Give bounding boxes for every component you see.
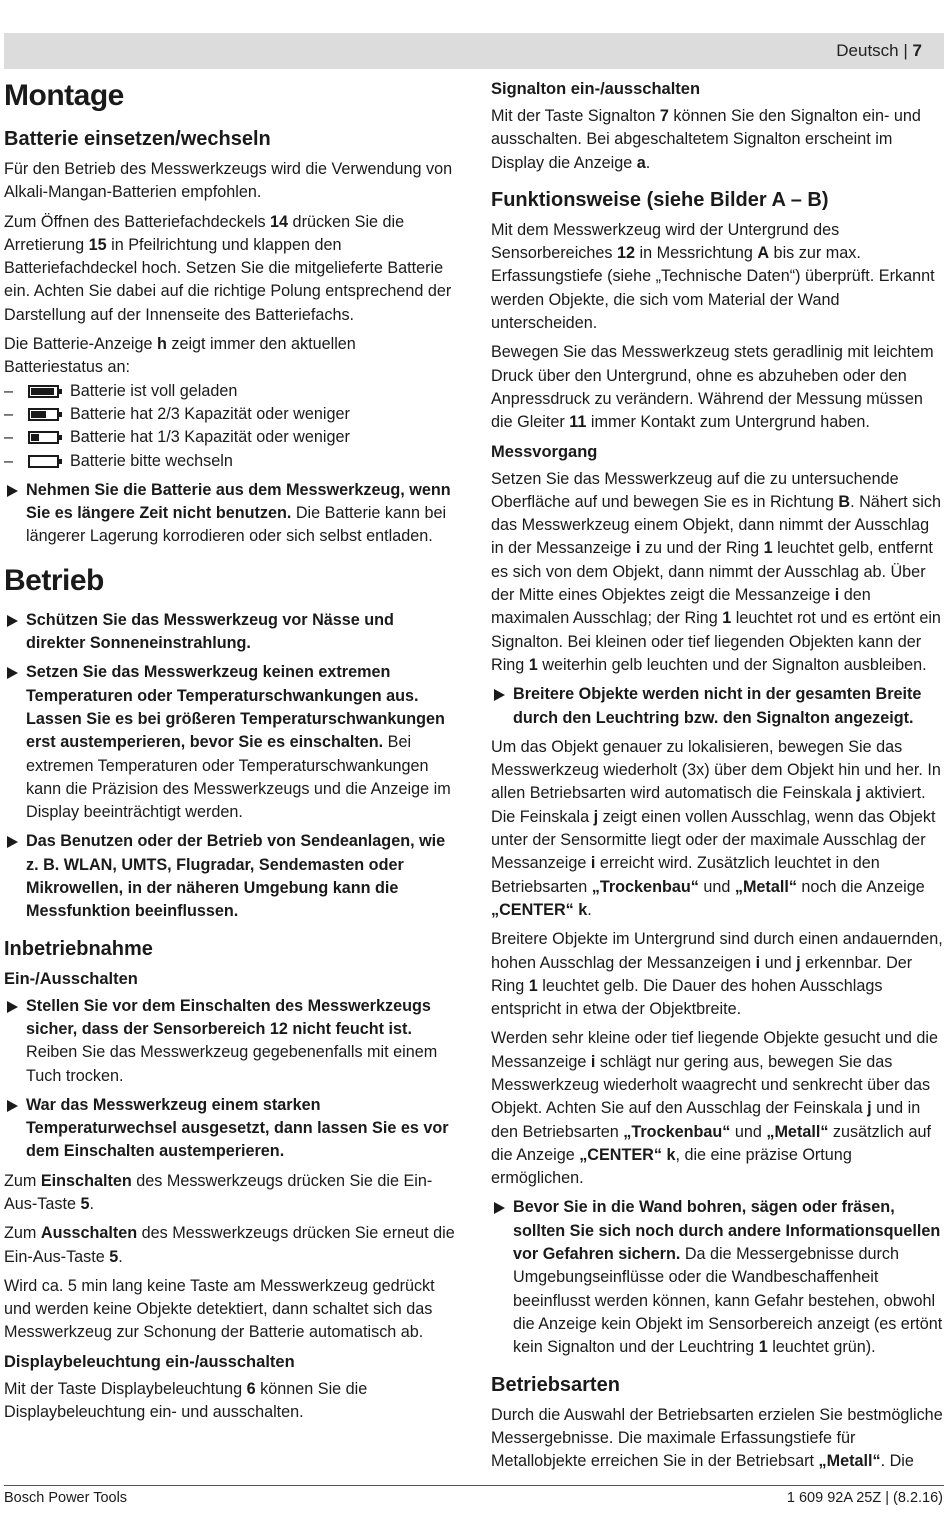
battery-two-thirds-icon	[28, 408, 59, 421]
warning-note: Breitere Objekte werden nicht in der gesamten Breite durch den Leuchtring bzw. den Signalton angezeigt.	[491, 683, 943, 730]
footer-divider	[4, 1485, 944, 1486]
page-number: 7	[912, 41, 922, 60]
paragraph: Zum Einschalten des Messwerkzeugs drücken Sie die Ein-Aus-Taste 5.	[4, 1171, 433, 1213]
battery-full-icon	[28, 385, 59, 398]
battery-status-item: – Batterie hat 2/3 Kapazität oder weniger	[4, 404, 350, 423]
paragraph: Mit der Taste Signalton 7 können Sie den Signalton ein- und ausschalten. Bei abgeschaltetem Signalton erscheint im Display die Anzeige a.	[491, 107, 921, 172]
paragraph: Durch die Auswahl der Betriebsarten erzielen Sie bestmögliche Messergebnisse. Die maximale Erfassungstiefe für Metallobjekte erreichen Sie in der Betriebsart „Metall“. Die	[491, 1405, 943, 1471]
paragraph: Zum Öffnen des Batteriefachdeckels 14 drücken Sie die Arretierung 15 in Pfeilrichtung und klappen den Batteriefachdeckel hoch. Setzen Sie die mitgelieferte Batterie ein. Achten Sie dabei auf die richtige Polung entsprechend der Darstellung auf der Innenseite des Batteriefachs.	[4, 212, 452, 324]
paragraph: Setzen Sie das Messwerkzeug auf die zu untersuchende Oberfläche auf und bewegen Sie es in Richtung B. Nähert sich das Messwerkzeug einem Objekt, dann nimmt der Ausschlag in der Messanzeige i zu und der Ring 1 leuchtet gelb, entfernt es sich von dem Objekt, dann nimmt der Ausschlag ab. Über der Mitte eines Objektes zeigt die Messanzeige i den maximalen Ausschlag; der Ring 1 leuchtet rot und es ertönt ein Signalton. Bei kleinen oder tief liegenden Objekten kann der Ring 1 weiterhin gelb leuchten und der Signalton ausbleiben.	[491, 469, 941, 674]
heading-signalton: Signalton ein-/ausschalten	[491, 80, 701, 98]
paragraph: Um das Objekt genauer zu lokalisieren, bewegen Sie das Messwerkzeug wiederholt (3x) über dem Objekt hin und her. In allen Betriebsarten wird automatisch die Feinskala j aktiviert. Die Feinskala j zeigt einen vollen Ausschlag, wenn das Objekt unter der Sensormitte liegt oder der maximale Ausschlag der Messanzeige i erreicht wird. Zusätzlich leuchtet in den Betriebsarten „Trockenbau“ und „Metall“ noch die Anzeige „CENTER“ k.	[491, 737, 941, 919]
battery-status-item: – Batterie hat 1/3 Kapazität oder weniger	[4, 428, 350, 447]
right-column	[491, 78, 943, 1479]
battery-empty-icon	[28, 455, 59, 468]
warning-note: War das Messwerkzeug einem starken Temperaturwechsel ausgesetzt, dann lassen Sie es vor dem Einschalten austemperieren.	[4, 1094, 456, 1164]
warning-note: Stellen Sie vor dem Einschalten des Messwerkzeugs sicher, dass der Sensorbereich 12 nicht feucht ist. Reiben Sie das Messwerkzeug gegebenenfalls mit einem Tuch trocken.	[4, 995, 456, 1088]
battery-one-third-icon	[28, 431, 59, 444]
warning-note: Schützen Sie das Messwerkzeug vor Nässe und direkter Sonneneinstrahlung.	[4, 609, 456, 656]
header-separator: |	[903, 41, 908, 60]
paragraph: Werden sehr kleine oder tief liegende Objekte gesucht und die Messanzeige i schlägt nur gering aus, bewegen Sie das Messwerkzeug wiederholt waagrecht und senkrecht über das Objekt. Achten Sie auf den Ausschlag der Feinskala j und in den Betriebsarten „Trockenbau“ und „Metall“ zusätzlich auf die Anzeige „CENTER“ k, die eine präzise Ortung ermöglichen.	[491, 1029, 938, 1188]
subsection-title-inbetriebnahme: Inbetriebnahme	[4, 937, 153, 960]
battery-status-item: – Batterie bitte wechseln	[4, 451, 233, 470]
paragraph: Wird ca. 5 min lang keine Taste am Messwerkzeug gedrückt und werden keine Objekte detektiert, dann schaltet sich das Messwerkzeug zur Schonung der Batterie automatisch ab.	[4, 1276, 435, 1342]
warning-note: Das Benutzen oder der Betrieb von Sendeanlagen, wie z. B. WLAN, UMTS, Flugradar, Sendemasten oder Mikrowellen, in der näheren Umgebung kann die Messfunktion beeinflussen.	[4, 830, 456, 923]
battery-status-list	[4, 380, 456, 473]
heading-ein-aus: Ein-/Ausschalten	[4, 969, 138, 988]
warning-note: Nehmen Sie die Batterie aus dem Messwerkzeug, wenn Sie es längere Zeit nicht benutzen. Die Batterie kann bei längerer Lagerung korrodieren oder sich selbst entladen.	[4, 479, 456, 549]
warning-note: Bevor Sie in die Wand bohren, sägen oder fräsen, sollten Sie sich noch durch andere Informationsquellen vor Gefahren sichern. Da die Messergebnisse durch Umgebungseinflüsse oder die Wandbeschaffenheit beeinflusst werden können, kann Gefahr bestehen, obwohl die Anzeige kein Objekt im Sensorbereich anzeigt (es ertönt kein Signalton und der Leuchtring 1 leuchtet grün).	[491, 1196, 943, 1359]
paragraph: Breitere Objekte im Untergrund sind durch einen andauernden, hohen Ausschlag der Messanzeigen i und j erkennbar. Der Ring 1 leuchtet gelb. Die Dauer des hohen Ausschlags entspricht in etwa der Objektbreite.	[491, 930, 943, 1019]
section-title-montage: Montage	[4, 79, 124, 112]
subsection-title-betriebsarten: Betriebsarten	[491, 1373, 620, 1396]
left-column	[4, 76, 456, 1430]
header-bar	[4, 33, 944, 69]
paragraph: Mit dem Messwerkzeug wird der Untergrund des Sensorbereiches 12 in Messrichtung A bis zur max. Erfassungstiefe (siehe „Technische Daten“) überprüft. Erkannt werden Objekte, die sich vom Material der Wand unterscheiden.	[491, 220, 935, 333]
footer-doc-number: 1 609 92A 25Z | (8.2.16)	[786, 1490, 943, 1506]
header-language: Deutsch	[836, 41, 899, 60]
footer-publisher: Bosch Power Tools	[4, 1490, 128, 1506]
heading-messvorgang: Messvorgang	[491, 442, 598, 461]
paragraph: Zum Ausschalten des Messwerkzeugs drücken Sie erneut die Ein-Aus-Taste 5.	[4, 1224, 455, 1266]
page-header	[836, 41, 922, 61]
subsection-title-funktionsweise: Funktionsweise (siehe Bilder A – B)	[491, 188, 829, 211]
paragraph: Die Batterie-Anzeige h zeigt immer den aktuellen Batteriestatus an:	[4, 335, 356, 377]
heading-displaybeleuchtung: Displaybeleuchtung ein-/ausschalten	[4, 1352, 295, 1371]
paragraph: Mit der Taste Displaybeleuchtung 6 können Sie die Displaybeleuchtung ein- und ausschalten.	[4, 1379, 368, 1422]
subsection-title-battery: Batterie einsetzen/wechseln	[4, 128, 271, 150]
paragraph: Für den Betrieb des Messwerkzeugs wird die Verwendung von Alkali-Mangan-Batterien empfohlen.	[4, 160, 453, 202]
section-title-betrieb: Betrieb	[4, 563, 104, 597]
warning-note: Setzen Sie das Messwerkzeug keinen extremen Temperaturen oder Temperaturschwankungen aus. Lassen Sie es bei größeren Temperaturschwankungen erst austemperieren, bevor Sie es einschalten. Bei extremen Temperaturen oder Temperaturschwankungen kann die Präzision des Messwerkzeugs und die Anzeige im Display beeinträchtigt werden.	[4, 661, 456, 824]
battery-status-item: – Batterie ist voll geladen	[4, 381, 238, 400]
paragraph: Bewegen Sie das Messwerkzeug stets geradlinig mit leichtem Druck über den Untergrund, ohne es abzuheben oder den Anpressdruck zu verändern. Während der Messung müssen die Gleiter 11 immer Kontakt zum Untergrund haben.	[491, 343, 934, 432]
